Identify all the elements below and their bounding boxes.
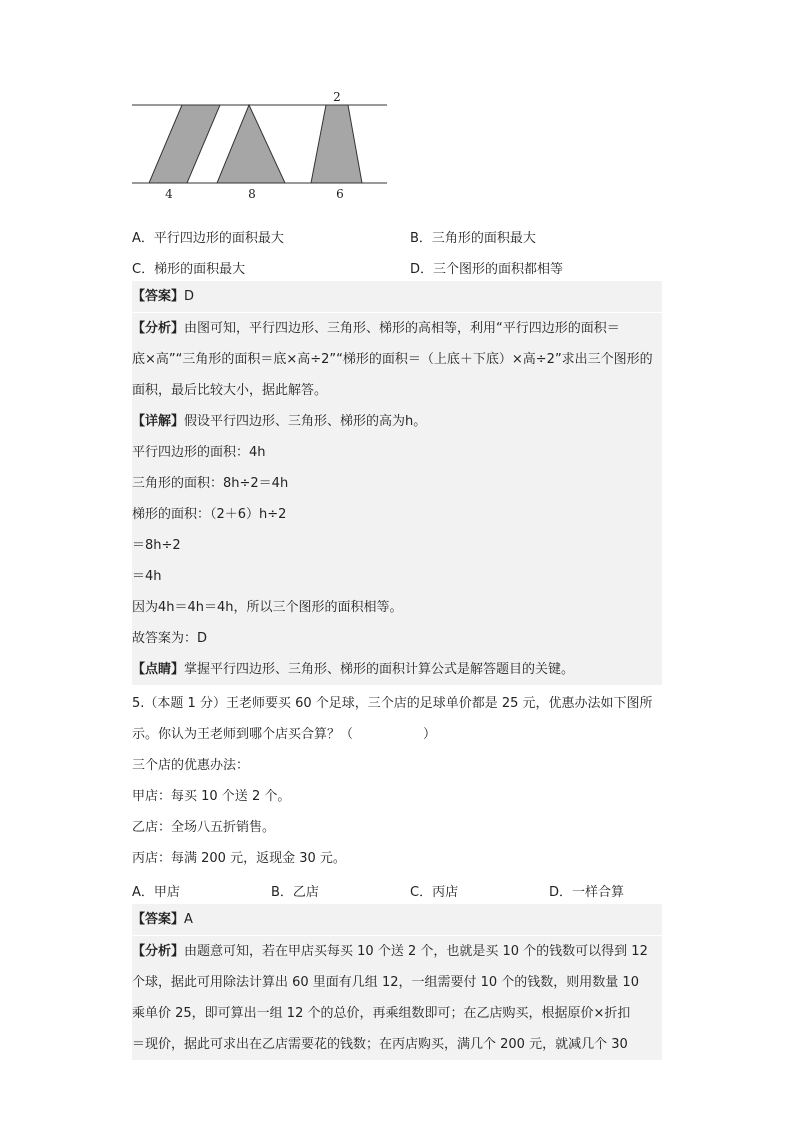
q4-analysis-line-2: 底×高”“三角形的面积＝底×高÷2”“梯形的面积＝（上底＋下底）×高÷2”求出三个图形的 (132, 344, 662, 375)
q5-analysis-line-4: ＝现价，据此可求出在乙店需要花的钱数；在丙店购买，满几个 200 元，就减几个 30 (132, 1029, 662, 1060)
q5-answer-line (132, 904, 662, 935)
shapes-figure (132, 88, 392, 203)
analysis-tag: 【分析】 (132, 321, 185, 336)
q5-stem-text: 示。你认为王老师到哪个店买合算？（ (132, 727, 354, 742)
q4-option-d: D．三个图形的面积都相等 (410, 262, 564, 277)
trapezoid-shape (311, 105, 362, 183)
trapezoid-top-label: 2 (333, 90, 341, 104)
triangle-shape (217, 105, 285, 183)
detail-text: 假设平行四边形、三角形、梯形的高为h。 (184, 414, 427, 429)
q5-analysis-line-2: 个球，据此可用除法计算出 60 里面有几组 12，一组需要付 10 个的钱数，则用数量 10 (132, 967, 662, 998)
answer-tag: 【答案】 (132, 912, 185, 927)
analysis-text: 由题意可知，若在甲店买每买 10 个送 2 个，也就是买 10 个的钱数可以得到 12 (184, 944, 648, 959)
q4-option-a: A．平行四边形的面积最大 (132, 231, 284, 246)
q4-analysis-line-1 (132, 313, 662, 344)
q4-detail-line-8: 故答案为：D (132, 623, 662, 654)
q4-analysis-line-3: 面积，最后比较大小，据此解答。 (132, 375, 662, 406)
q4-detail-line-3: 三角形的面积：8h÷2＝4h (132, 468, 662, 499)
answer-value: A (184, 912, 193, 927)
q5-analysis-line-3: 乘单价 25，即可算出一组 12 个的总价，再乘组数即可；在乙店购买，根据原价×折扣 (132, 998, 662, 1029)
analysis-tag: 【分析】 (132, 944, 185, 959)
analysis-text: 由图可知，平行四边形、三角形、梯形的高相等，利用“平行四边形的面积＝ (184, 321, 620, 336)
q5-stem-close: ） (423, 727, 437, 742)
q5-stem-line-1: 5.（本题 1 分）王老师要买 60 个足球，三个店的足球单价都是 25 元，优惠办法如下图所 (132, 696, 653, 711)
triangle-base-label: 8 (248, 187, 256, 201)
q4-detail-line-6: ＝4h (132, 561, 662, 592)
q4-option-b: B．三角形的面积最大 (410, 231, 536, 246)
q4-detail-line-5: ＝8h÷2 (132, 530, 662, 561)
answer-value: D (184, 289, 195, 304)
q4-option-c: C．梯形的面积最大 (132, 262, 246, 277)
q4-comment-line (132, 654, 662, 685)
q4-answer-line (132, 281, 662, 312)
q5-option-c: C．丙店 (410, 885, 459, 900)
q5-offers-title: 三个店的优惠办法： (132, 758, 250, 773)
q4-detail-line-7: 因为4h＝4h＝4h，所以三个图形的面积相等。 (132, 592, 662, 623)
parallelogram-base-label: 4 (165, 187, 173, 201)
q5-offer-2: 乙店：全场八五折销售。 (132, 820, 276, 835)
q5-option-a: A．甲店 (132, 885, 180, 900)
q5-stem-line-2 (132, 719, 662, 750)
comment-tag: 【点睛】 (132, 662, 185, 677)
shapes-diagram (132, 88, 392, 203)
q4-detail-line-1 (132, 406, 662, 437)
q5-option-b: B．乙店 (271, 885, 319, 900)
q4-detail-line-2: 平行四边形的面积：4h (132, 437, 662, 468)
comment-text: 掌握平行四边形、三角形、梯形的面积计算公式是解答题目的关键。 (184, 662, 575, 677)
trapezoid-base-label: 6 (336, 187, 344, 201)
q5-option-d: D．一样合算 (549, 885, 625, 900)
q5-offer-1: 甲店：每买 10 个送 2 个。 (132, 789, 291, 804)
q5-analysis-line-1 (132, 936, 662, 967)
detail-tag: 【详解】 (132, 414, 185, 429)
q4-detail-line-4: 梯形的面积：（2＋6）h÷2 (132, 499, 662, 530)
q5-offer-3: 丙店：每满 200 元，返现金 30 元。 (132, 851, 346, 866)
answer-tag: 【答案】 (132, 289, 185, 304)
parallelogram-shape (149, 105, 220, 183)
